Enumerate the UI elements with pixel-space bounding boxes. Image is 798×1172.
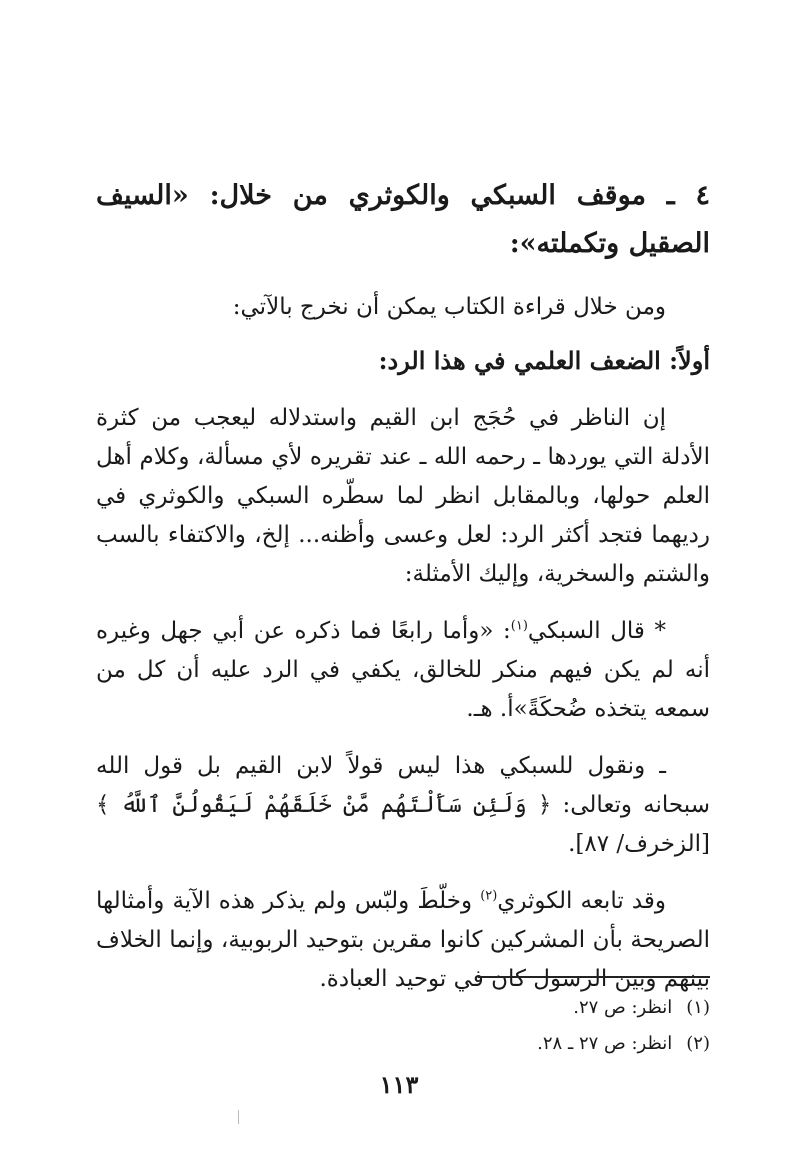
page-number: ١١٣ bbox=[379, 1070, 419, 1099]
footnote-number: (٢) bbox=[686, 1033, 710, 1054]
footnote-marker-2: (٢) bbox=[480, 888, 498, 904]
footnotes bbox=[537, 990, 710, 1062]
paragraph-3-text: وخلّطَ ولبّس ولم يذكر هذه الآية وأمثالها الصريحة بأن المشركين كانوا مقرين بتوحيد الربوبية، وإنما الخلاف بينهم وبين الرسول كان في توحيد العبادة. bbox=[96, 888, 710, 992]
quran-verse: ﴿ وَلَئِن سَأَلْتَهُم مَّنْ خَلَقَهُمْ لَيَقُولُنَّ ٱللَّهُ ﴾ bbox=[96, 792, 552, 818]
paragraph-3 bbox=[96, 882, 710, 999]
paragraph-2-text: ـ ونقول للسبكي هذا ليس قولاً لابن القيم بل قول الله سبحانه وتعالى: bbox=[96, 753, 710, 818]
footnote-divider bbox=[478, 976, 710, 978]
footnote-item bbox=[537, 990, 710, 1026]
verse-reference: [الزخرف/ ٨٧]. bbox=[568, 831, 710, 857]
footnote-item bbox=[537, 1026, 710, 1062]
page-body bbox=[96, 160, 710, 999]
footnote-number: (١) bbox=[686, 997, 710, 1018]
scan-artifact bbox=[238, 1110, 239, 1124]
footnote-marker-1: (١) bbox=[510, 618, 528, 634]
section-heading: ٤ ـ موقف السبكي والكوثري من خلال: «السيف الصقيل وتكملته»: bbox=[96, 180, 710, 259]
first-point-heading: أولاً: الضعف العلمي في هذا الرد: bbox=[378, 346, 710, 375]
footnote-text: انظر: ص ٢٧. bbox=[573, 997, 673, 1018]
quote-prefix: * قال السبكي bbox=[527, 618, 666, 644]
intro-text: ومن خلال قراءة الكتاب يمكن أن نخرج بالآتي: bbox=[232, 294, 666, 320]
quote-paragraph bbox=[96, 612, 710, 729]
paragraph-3-prefix: وقد تابعه الكوثري bbox=[497, 888, 666, 914]
paragraph-2 bbox=[96, 747, 710, 864]
paragraph-1: إن الناظر في حُجَج ابن القيم واستدلاله ليعجب من كثرة الأدلة التي يوردها ـ رحمه الله ـ عند تقريره لأي مسألة، وكلام أهل العلم حولها، وبالمقابل انظر لما سطّره السبكي والكوثري في رديهما فتجد أكثر الرد: لعل وعسى وأظنه... إلخ، والاكتفاء بالسب والشتم والسخرية، وإليك الأمثلة: bbox=[96, 405, 710, 587]
quote-text: : «وأما رابعًا فما ذكره عن أبي جهل وغيره أنه لم يكن فيهم منكر للخالق، يكفي في الرد عليه أن كل من سمعه يتخذه ضُحكَةً»أ. هـ. bbox=[96, 618, 710, 722]
footnote-text: انظر: ص ٢٧ ـ ٢٨. bbox=[537, 1033, 673, 1054]
